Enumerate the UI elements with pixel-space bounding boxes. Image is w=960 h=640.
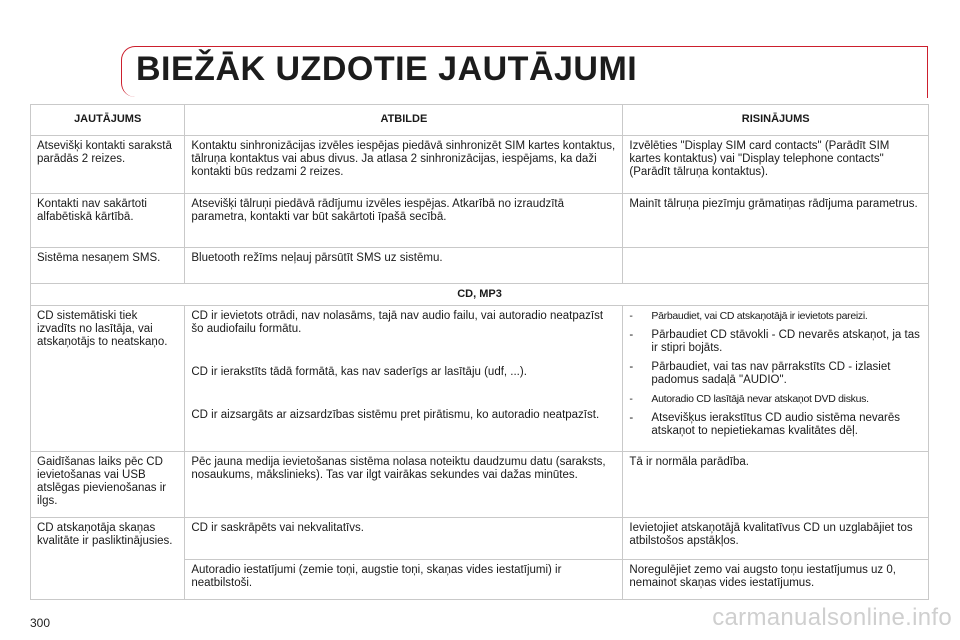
question-cell: CD sistemātiski tiek izvadīts no lasītāja, vai atskaņotājs to neatskaņo. [31, 306, 185, 452]
list-item: - Autoradio CD lasītājā nevar atskaņot DVD diskus. [629, 393, 869, 405]
answer-cell: Kontaktu sinhronizācijas izvēles iespējas piedāvā sinhronizēt SIM kartes kontaktus, tālruņa kontaktus vai abus divus. Ja atlasa 2 sinhronizācijas, iespējams, ka daži kontakti būs redzami 2 reizes. [185, 136, 623, 194]
answer-paragraph: CD ir ievietots otrādi, nav nolasāms, tajā nav audio failu, vai autoradio neatpazīst šo audiofailu formātu. [191, 310, 604, 335]
answer-cell: Pēc jauna medija ievietošanas sistēma nolasa noteiktu daudzumu datu (saraksts, nosaukums, mākslinieks). Tas var ilgt vairākas sekundes vai dažas minūtes. [185, 452, 623, 518]
table-row [31, 518, 929, 560]
list-item: - Atsevišķus ierakstītus CD audio sistēma nevarēs atskaņot to nepietiekamas kvalitātes dēļ. [629, 412, 901, 437]
answer-cell [185, 306, 623, 452]
question-cell: Kontakti nav sakārtoti alfabētiskā kārtībā. [31, 194, 185, 248]
solution-cell: Noregulējiet zemo vai augsto toņu iestatījumus uz 0, nemainot skaņas vides iestatījumus. [623, 560, 929, 600]
page-number: 300 [30, 616, 51, 630]
answer-cell: Autoradio iestatījumi (zemie toņi, augstie toņi, skaņas vides iestatījumi) ir neatbilstoši. [185, 560, 623, 600]
table-row [31, 248, 929, 284]
answer-cell: Atsevišķi tālruņi piedāvā rādījumu izvēles iespējas. Atkarībā no izraudzītā parametra, kontakti var būt sakārtoti īpašā secībā. [185, 194, 623, 248]
list-item: - Pārbaudiet, vai CD atskaņotājā ir ievietots pareizi. [629, 310, 868, 322]
answer-cell: CD ir saskrāpēts vai nekvalitatīvs. [185, 518, 623, 560]
table-row [31, 306, 929, 452]
header-solution: RISINĀJUMS [623, 105, 929, 136]
table-row [31, 452, 929, 518]
solution-cell: Izvēlēties "Display SIM card contacts" (Parādīt SIM kartes kontaktus) vai "Display telephone contacts" (Parādīt tālruņa kontaktus). [623, 136, 929, 194]
watermark: carmanualsonline.info [712, 604, 952, 631]
table-row [31, 194, 929, 248]
table-header-row [31, 105, 929, 136]
answer-cell: Bluetooth režīms neļauj pārsūtīt SMS uz sistēmu. [185, 248, 623, 284]
header-answer: ATBILDE [185, 105, 623, 136]
question-cell: Atsevišķi kontakti sarakstā parādās 2 reizes. [31, 136, 185, 194]
table-row [31, 136, 929, 194]
solution-cell: Ievietojiet atskaņotājā kvalitatīvus CD un uzglabājiet tos atbilstošos apstākļos. [623, 518, 929, 560]
answer-paragraph: CD ir ierakstīts tādā formātā, kas nav saderīgs ar lasītāju (udf, ...). [191, 366, 527, 378]
question-cell: CD atskaņotāja skaņas kvalitāte ir pasliktinājusies. [31, 518, 185, 600]
section-title-cd: CD, MP3 [31, 284, 929, 306]
solution-list [629, 310, 922, 438]
list-item: - Pārbaudiet CD stāvokli - CD nevarēs atskaņot, ja tas ir stipri bojāts. [629, 329, 920, 354]
answer-paragraph: CD ir aizsargāts ar aizsardzības sistēmu pret pirātismu, ko autoradio neatpazīst. [191, 409, 600, 421]
solution-cell [623, 248, 929, 284]
solution-cell [623, 306, 929, 452]
faq-table [30, 104, 929, 600]
header-question: JAUTĀJUMS [31, 105, 185, 136]
solution-cell: Mainīt tālruņa piezīmju grāmatiņas rādījuma parametrus. [623, 194, 929, 248]
list-item: - Pārbaudiet, vai tas nav pārrakstīts CD - izlasiet padomus sadaļā "AUDIO". [629, 361, 891, 386]
question-cell: Sistēma nesaņem SMS. [31, 248, 185, 284]
question-cell: Gaidīšanas laiks pēc CD ievietošanas vai USB atslēgas pievienošanas ir ilgs. [31, 452, 185, 518]
solution-cell: Tā ir normāla parādība. [623, 452, 929, 518]
page-title: BIEŽĀK UZDOTIE JAUTĀJUMI [136, 50, 638, 88]
section-header-row [31, 284, 929, 306]
